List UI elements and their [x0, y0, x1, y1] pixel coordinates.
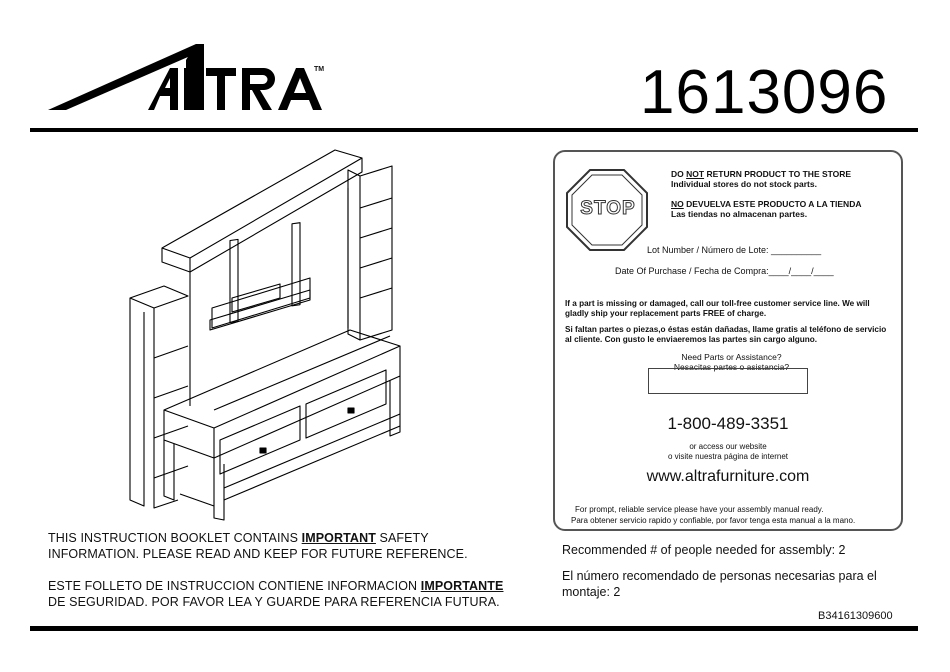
- furniture-illustration: [120, 148, 420, 528]
- phone-number[interactable]: 1-800-489-3351: [667, 414, 789, 433]
- header-rule: [30, 128, 918, 132]
- website-es: o visite nuestra página de internet: [667, 452, 789, 461]
- safety-en-line2: INFORMATION. PLEASE READ AND KEEP FOR FUTURE REFERENCE.: [48, 547, 468, 561]
- missing-parts-en: If a part is missing or damaged, call our toll-free customer service line. We will gladly ship your replacement parts FREE of charge.: [565, 299, 870, 318]
- barcode-text: B34161309600: [818, 610, 893, 622]
- safety-notice-es: [48, 578, 538, 610]
- es-line2: Las tiendas no almacenan partes.: [671, 209, 808, 219]
- people-needed-en: Recommended # of people needed for assembly: 2: [562, 543, 846, 557]
- en-line1-not: NOT: [686, 169, 705, 179]
- assist-es: Nesacitas partes o asistancia?: [673, 362, 790, 372]
- lot-number-label: Lot Number / Número de Lote: __________: [647, 245, 822, 255]
- website-note: [555, 442, 901, 462]
- logo-swoosh-graphic: [46, 38, 336, 118]
- en-line1-suffix: RETURN PRODUCT TO THE STORE: [704, 169, 852, 179]
- people-es-line1: El número recomendado de personas necesarias para el: [562, 569, 877, 583]
- safety-en-important: IMPORTANT: [301, 531, 376, 545]
- model-number: 1613096: [640, 58, 889, 127]
- purchase-date-label: Date Of Purchase / Fecha de Compra:____/____/____: [615, 266, 834, 276]
- missing-parts-es: Si faltan partes o piezas,o éstas están dañadas, llame gratis al teléfono de servicio al cliente. Con gusto le enviaeremos las partes sin cargo alguno.: [565, 325, 887, 344]
- es-line1-suffix: DEVUELVA ESTE PRODUCTO A LA TIENDA: [683, 199, 862, 209]
- do-not-return-es: [671, 199, 901, 219]
- stop-sign-text: STOP: [580, 198, 636, 219]
- trademark-symbol: TM: [314, 66, 325, 73]
- people-needed-es: [562, 568, 922, 600]
- safety-es-line2: DE SEGURIDAD. POR FAVOR LEA Y GUARDE PARA REFERENCIA FUTURA.: [48, 595, 500, 609]
- safety-es-prefix: ESTE FOLLETO DE INSTRUCCION CONTIENE INFORMACION: [48, 579, 421, 593]
- website-url[interactable]: www.altrafurniture.com: [646, 468, 810, 485]
- prompt-service-es: Para obtener servicio rapido y confiable, por favor tenga esta manual a la mano.: [571, 516, 856, 525]
- assist-en: Need Parts or Assistance?: [681, 352, 782, 362]
- safety-es-important: IMPORTANTE: [420, 579, 504, 593]
- en-line2: Individual stores do not stock parts.: [671, 179, 817, 189]
- do-not-return-panel: [553, 150, 903, 531]
- safety-en-suffix: SAFETY: [375, 531, 429, 545]
- es-line1-no: NO: [671, 199, 684, 209]
- website-en: or access our website: [689, 442, 767, 451]
- altra-logo: [46, 38, 336, 118]
- people-es-line2: montaje: 2: [562, 585, 621, 599]
- safety-en-prefix: THIS INSTRUCTION BOOKLET CONTAINS: [48, 531, 302, 545]
- assistance-box: [648, 368, 808, 394]
- en-line1-prefix: DO: [671, 169, 687, 179]
- footer-rule: [30, 626, 918, 631]
- do-not-return-en: [671, 169, 901, 189]
- safety-notice-en: [48, 530, 528, 562]
- prompt-service-en: For prompt, reliable service please have your assembly manual ready.: [575, 505, 824, 514]
